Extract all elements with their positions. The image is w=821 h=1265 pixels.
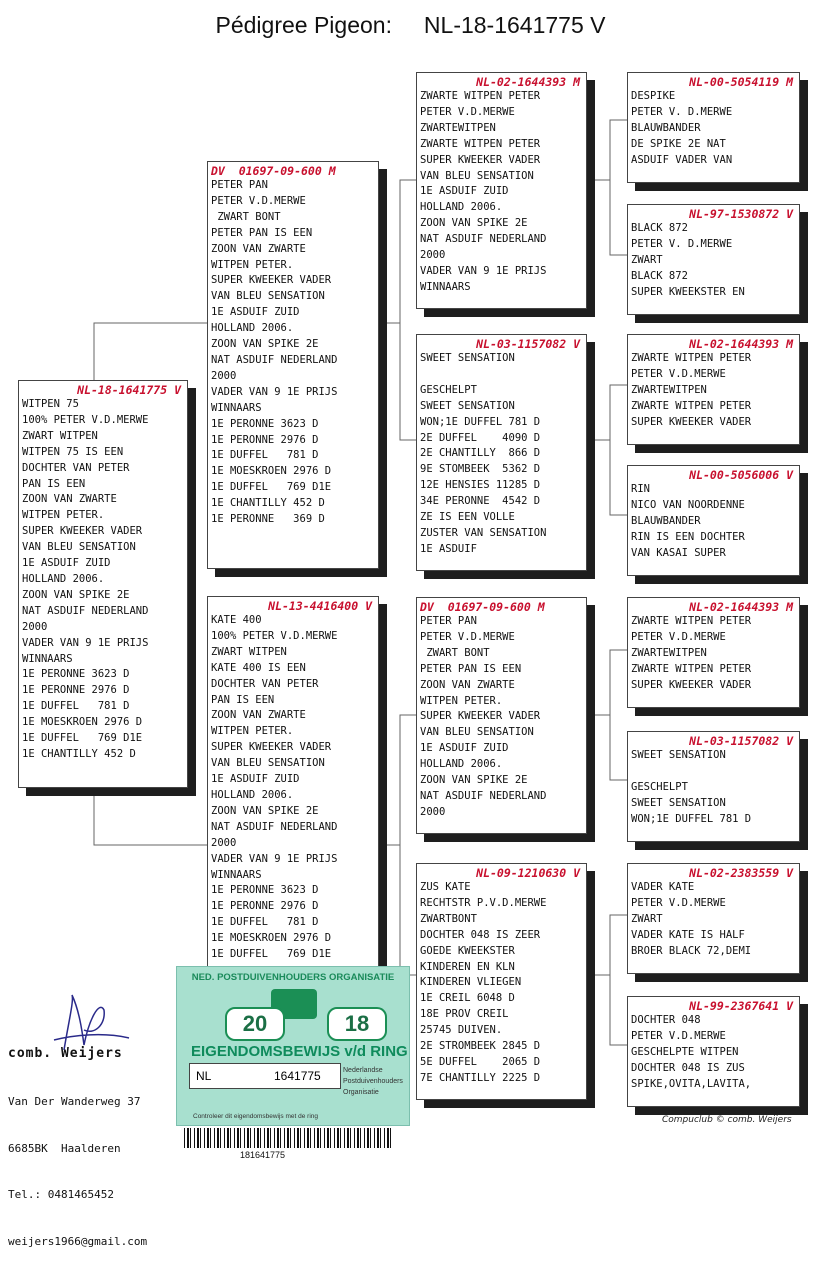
ring-number: DV 01697-09-600 M xyxy=(211,164,336,178)
breeder-phone: Tel.: 0481465452 xyxy=(8,1188,114,1201)
sticker-control-text: Controleer dit eigendomsbewijs met de ring xyxy=(193,1113,319,1120)
pedigree-line: 1E MOESKROEN 2976 D xyxy=(22,716,143,729)
pedigree-line: VADER KATE xyxy=(631,881,695,893)
pedigree-line: KATE 400 xyxy=(211,614,262,626)
pedigree-line: SUPER KWEEKER VADER xyxy=(420,153,541,166)
sticker-ring-number: 1641775 xyxy=(274,1069,321,1083)
npo-line: Organisatie xyxy=(343,1089,379,1096)
pedigree-line: BLAUWBANDER xyxy=(631,514,701,527)
pedigree-card-fff xyxy=(627,72,800,183)
pedigree-line: NAT ASDUIF NEDERLAND xyxy=(211,820,338,833)
pedigree-line: PETER V.D.MERWE xyxy=(211,194,306,207)
pedigree-line: ZWARTE WITPEN PETER xyxy=(631,662,752,675)
pedigree-line: PETER PAN xyxy=(211,179,268,191)
pedigree-line: RIN xyxy=(631,483,650,495)
pedigree-card-ffm xyxy=(627,204,800,315)
sticker-npo-text xyxy=(343,1065,403,1098)
pedigree-line: 1E PERONNE 3623 D xyxy=(211,417,319,430)
pedigree-line: SUPER KWEEKER VADER xyxy=(211,741,332,754)
barcode-number: 181641775 xyxy=(240,1150,286,1160)
pedigree-line: NAT ASDUIF NEDERLAND xyxy=(420,789,547,802)
pedigree-line: BROER BLACK 72,DEMI xyxy=(631,944,752,957)
page-title: Pédigree Pigeon: NL-18-1641775 V xyxy=(215,12,606,38)
pedigree-line: ASDUIF VADER VAN xyxy=(631,153,733,166)
pedigree-line: VADER VAN 9 1E PRIJS xyxy=(22,636,149,649)
pedigree-line: ZUSTER VAN SENSATION xyxy=(420,526,547,539)
pedigree-line: ZWARTE WITPEN PETER xyxy=(420,137,541,150)
pedigree-line: 1E PERONNE 369 D xyxy=(211,513,325,526)
pedigree-card-mother xyxy=(207,596,379,971)
pedigree-line: VAN BLEU SENSATION xyxy=(22,541,136,554)
breeder-street: Van Der Wanderweg 37 xyxy=(8,1095,141,1108)
pedigree-line: WON;1E DUFFEL 781 D xyxy=(631,812,752,825)
pedigree-line: ZUS KATE xyxy=(420,881,471,893)
pedigree-line: NAT ASDUIF NEDERLAND xyxy=(22,604,149,617)
pedigree-line: ZE IS EEN VOLLE xyxy=(420,511,515,524)
pedigree-line: NICO VAN NOORDENNE xyxy=(631,498,745,511)
pedigree-line: SUPER KWEEKER VADER xyxy=(631,415,752,428)
pedigree-line: 1E DUFFEL 769 D1E xyxy=(22,732,143,745)
pedigree-line: 100% PETER V.D.MERWE xyxy=(211,629,338,642)
ring-number: NL-18-1641775 V xyxy=(77,383,181,397)
sticker-country: NL xyxy=(196,1069,212,1083)
barcode xyxy=(184,1128,394,1148)
pedigree-line: ZWART BONT xyxy=(211,210,281,223)
pedigree-line: 1E ASDUIF ZUID xyxy=(22,557,111,570)
pedigree-line: 1E ASDUIF ZUID xyxy=(211,773,300,786)
ring-number: NL-02-1644393 M xyxy=(476,75,580,89)
sticker-ring-box xyxy=(189,1063,341,1089)
pedigree-line: 1E PERONNE 2976 D xyxy=(211,433,319,446)
pedigree-line: WINNAARS xyxy=(420,280,471,293)
pedigree-line: SUPER KWEEKER VADER xyxy=(22,525,143,538)
pedigree-line: DE SPIKE 2E NAT xyxy=(631,137,726,150)
pedigree-line: 1E ASDUIF xyxy=(420,542,477,555)
pedigree-line: PETER PAN IS EEN xyxy=(420,662,522,675)
pedigree-line: ZOON VAN SPIKE 2E xyxy=(211,804,319,817)
pedigree-line: PETER V.D.MERWE xyxy=(631,630,726,643)
pedigree-line: WITPEN PETER. xyxy=(211,258,294,271)
pedigree-line: ZOON VAN SPIKE 2E xyxy=(211,338,319,351)
pedigree-line: WINNAARS xyxy=(211,868,262,881)
breeder-city: 6685BK Haalderen xyxy=(8,1141,121,1155)
pedigree-line: BLACK 872 xyxy=(631,269,688,282)
sticker-title: EIGENDOMSBEWIJS v/d RING xyxy=(191,1043,408,1060)
pedigree-line: DOCHTER 048 IS ZEER xyxy=(420,928,541,941)
pedigree-line: ZWARTE WITPEN PETER xyxy=(631,399,752,412)
pedigree-line: ZWARTE WITPEN PETER xyxy=(631,615,752,627)
pedigree-line: KINDEREN VLIEGEN xyxy=(420,976,522,989)
pedigree-line: HOLLAND 2006. xyxy=(211,322,294,335)
pedigree-line: PETER V.D.MERWE xyxy=(631,896,726,909)
pedigree-line: PETER PAN IS EEN xyxy=(211,226,313,239)
pedigree-line: SWEET SENSATION xyxy=(631,749,726,761)
pedigree-line: PAN IS EEN xyxy=(211,693,275,706)
pedigree-line: SUPER KWEEKSTER EN xyxy=(631,285,745,298)
pedigree-line: 1E ASDUIF ZUID xyxy=(420,742,509,755)
pedigree-line: 1E CHANTILLY 452 D xyxy=(22,747,136,760)
breeder-email: weijers1966@gmail.com xyxy=(8,1234,148,1248)
ring-number: NL-97-1530872 V xyxy=(689,207,793,221)
pedigree-line: 2E DUFFEL 4090 D xyxy=(420,431,541,444)
pedigree-line: ZWARTEWITPEN xyxy=(420,121,496,134)
pedigree-line: 7E CHANTILLY 2225 D xyxy=(420,1071,541,1084)
pedigree-line: 1E PERONNE 3623 D xyxy=(211,884,319,897)
pedigree-line: 1E PERONNE 3623 D xyxy=(22,668,130,681)
pedigree-line: VAN KASAI SUPER xyxy=(631,546,726,559)
ring-number: NL-00-5054119 M xyxy=(689,75,793,89)
pedigree-card-mff xyxy=(627,597,800,708)
pedigree-line: VADER KATE IS HALF xyxy=(631,928,745,941)
pedigree-line: SUPER KWEEKER VADER xyxy=(631,678,752,691)
pedigree-line: SUPER KWEEKER VADER xyxy=(420,710,541,723)
pedigree-line: KATE 400 IS EEN xyxy=(211,661,306,674)
pedigree-line: 2000 xyxy=(211,836,237,849)
sticker-year-right: 18 xyxy=(327,1007,387,1041)
npo-line: Nederlandse xyxy=(343,1067,383,1074)
pedigree-line: 2000 xyxy=(22,620,48,633)
pedigree-line: 1E CHANTILLY 452 D xyxy=(211,497,325,510)
pedigree-line: SWEET SENSATION xyxy=(631,796,726,809)
pedigree-line: HOLLAND 2006. xyxy=(420,758,503,771)
pedigree-line: ZWART xyxy=(631,912,663,925)
pedigree-line: ZWARTE WITPEN PETER xyxy=(631,352,752,364)
pedigree-line: WITPEN PETER. xyxy=(22,509,105,522)
ring-number: NL-02-2383559 V xyxy=(689,866,793,880)
pedigree-line xyxy=(631,764,795,780)
pedigree-line: 18E PROV CREIL xyxy=(420,1008,509,1021)
pedigree-line: 2000 xyxy=(420,249,446,262)
ring-number: NL-13-4416400 V xyxy=(268,599,372,613)
pedigree-line: 1E DUFFEL 769 D1E xyxy=(211,948,332,961)
pedigree-line: HOLLAND 2006. xyxy=(211,788,294,801)
pedigree-card-mmf xyxy=(627,863,800,974)
pedigree-line: 34E PERONNE 4542 D xyxy=(420,495,541,508)
pedigree-line: PETER PAN xyxy=(420,615,477,627)
pedigree-line: WITPEN PETER. xyxy=(420,694,503,707)
pedigree-line: 2E CHANTILLY 866 D xyxy=(420,447,541,460)
pedigree-line: ZWARTBONT xyxy=(420,912,477,925)
pedigree-line: HOLLAND 2006. xyxy=(22,572,105,585)
pedigree-line: PETER V.D.MERWE xyxy=(420,105,515,118)
ring-number: NL-00-5056006 V xyxy=(689,468,793,482)
pedigree-line: 1E DUFFEL 781 D xyxy=(211,916,319,929)
pedigree-line: ZOON VAN ZWARTE xyxy=(211,242,306,255)
pedigree-card-father xyxy=(207,161,379,569)
pedigree-line: RECHTSTR P.V.D.MERWE xyxy=(420,896,547,909)
breeder-address xyxy=(8,1014,147,1265)
pedigree-line: PETER V.D.MERWE xyxy=(420,630,515,643)
pedigree-line: GESCHELPT xyxy=(631,780,688,793)
pedigree-line: WON;1E DUFFEL 781 D xyxy=(420,415,541,428)
pedigree-line: WITPEN PETER. xyxy=(211,725,294,738)
pedigree-line: 1E MOESKROEN 2976 D xyxy=(211,932,332,945)
pedigree-line: DOCHTER VAN PETER xyxy=(22,461,130,474)
pedigree-line: ZWART BONT xyxy=(420,646,490,659)
pedigree-line: 9E STOMBEEK 5362 D xyxy=(420,463,541,476)
pedigree-line: 1E DUFFEL 781 D xyxy=(22,700,130,713)
pedigree-line: WITPEN 75 IS EEN xyxy=(22,445,124,458)
pedigree-line: ZOON VAN SPIKE 2E xyxy=(22,588,130,601)
pedigree-line: 1E DUFFEL 781 D xyxy=(211,449,319,462)
pedigree-line: 100% PETER V.D.MERWE xyxy=(22,413,149,426)
pedigree-line: HOLLAND 2006. xyxy=(420,201,503,214)
pedigree-line: 1E DUFFEL 769 D1E xyxy=(211,481,332,494)
sticker-year-left: 20 xyxy=(225,1007,285,1041)
pedigree-line: SWEET SENSATION xyxy=(420,399,515,412)
npo-line: Postduivenhouders xyxy=(343,1078,403,1085)
pedigree-line: ZWART WITPEN xyxy=(211,645,287,658)
pedigree-line: 12E HENSIES 11285 D xyxy=(420,479,541,492)
pedigree-line: 2E STROMBEEK 2845 D xyxy=(420,1040,541,1053)
pedigree-line: VAN BLEU SENSATION xyxy=(420,726,534,739)
pedigree-card-mfm xyxy=(627,731,800,842)
ring-number: NL-03-1157082 V xyxy=(689,734,793,748)
pedigree-line: KINDEREN EN KLN xyxy=(420,960,515,973)
breeder-name: comb. Weijers xyxy=(8,1046,123,1061)
pedigree-line: ZWART WITPEN xyxy=(22,429,98,442)
pedigree-line: SWEET SENSATION xyxy=(420,352,515,364)
pedigree-line: 2000 xyxy=(420,805,446,818)
ring-number: NL-99-2367641 V xyxy=(689,999,793,1013)
pedigree-line: ZWARTEWITPEN xyxy=(631,383,707,396)
pedigree-line: PAN IS EEN xyxy=(22,477,86,490)
pedigree-line: GESCHELPT xyxy=(420,383,477,396)
pedigree-line: 1E PERONNE 2976 D xyxy=(211,900,319,913)
pedigree-line: ZOON VAN SPIKE 2E xyxy=(420,774,528,787)
pedigree-line: GESCHELPTE WITPEN xyxy=(631,1045,739,1058)
pedigree-line: 1E PERONNE 2976 D xyxy=(22,684,130,697)
pedigree-line: RIN IS EEN DOCHTER xyxy=(631,530,745,543)
ring-number: NL-09-1210630 V xyxy=(476,866,580,880)
pedigree-line xyxy=(420,367,582,383)
pedigree-line: PETER V.D.MERWE xyxy=(631,367,726,380)
pedigree-line: 1E CREIL 6048 D xyxy=(420,992,515,1005)
pedigree-card-subject xyxy=(18,380,188,788)
pedigree-card-fmm xyxy=(627,465,800,576)
pedigree-line: DOCHTER VAN PETER xyxy=(211,677,319,690)
pedigree-card-mmm xyxy=(627,996,800,1107)
pedigree-line: BLACK 872 xyxy=(631,222,688,234)
pedigree-line: GOEDE KWEEKSTER xyxy=(420,944,515,957)
pedigree-line: VADER VAN 9 1E PRIJS xyxy=(211,852,338,865)
ring-number: NL-02-1644393 M xyxy=(689,600,793,614)
sticker-org: NED. POSTDUIVENHOUDERS ORGANISATIE xyxy=(191,972,395,983)
ring-number: NL-02-1644393 M xyxy=(689,337,793,351)
pedigree-line: SPIKE,OVITA,LAVITA, xyxy=(631,1077,752,1090)
pedigree-line: 1E ASDUIF ZUID xyxy=(211,306,300,319)
pedigree-card-father-father xyxy=(416,72,587,309)
pedigree-line: VAN BLEU SENSATION xyxy=(420,169,534,182)
pedigree-line: DESPIKE xyxy=(631,90,676,102)
pedigree-line: VADER VAN 9 1E PRIJS xyxy=(211,385,338,398)
pedigree-line: VADER VAN 9 1E PRIJS xyxy=(420,264,547,277)
pedigree-line: NAT ASDUIF NEDERLAND xyxy=(211,353,338,366)
pedigree-card-mother-father xyxy=(416,597,587,834)
pedigree-line: PETER V. D.MERWE xyxy=(631,105,733,118)
pedigree-line: PETER V.D.MERWE xyxy=(631,1029,726,1042)
pedigree-line: PETER V. D.MERWE xyxy=(631,237,733,250)
pedigree-line: 1E ASDUIF ZUID xyxy=(420,185,509,198)
pedigree-line: SUPER KWEEKER VADER xyxy=(211,274,332,287)
pedigree-card-father-mother xyxy=(416,334,587,571)
pedigree-line: DOCHTER 048 IS ZUS xyxy=(631,1061,745,1074)
ring-number: DV 01697-09-600 M xyxy=(420,600,545,614)
pedigree-line: WINNAARS xyxy=(211,401,262,414)
pedigree-line: ZOON VAN ZWARTE xyxy=(420,678,515,691)
pedigree-line: WINNAARS xyxy=(22,652,73,665)
pedigree-card-fmf xyxy=(627,334,800,445)
pedigree-line: DOCHTER 048 xyxy=(631,1014,701,1026)
pedigree-line: ZOON VAN ZWARTE xyxy=(22,493,117,506)
pedigree-line: ZWARTEWITPEN xyxy=(631,646,707,659)
pedigree-line: ZOON VAN ZWARTE xyxy=(211,709,306,722)
pedigree-line: NAT ASDUIF NEDERLAND xyxy=(420,233,547,246)
pedigree-line: WITPEN 75 xyxy=(22,398,79,410)
pedigree-line: VAN BLEU SENSATION xyxy=(211,757,325,770)
pedigree-line: ZWARTE WITPEN PETER xyxy=(420,90,541,102)
pedigree-line: 2000 xyxy=(211,369,237,382)
pedigree-card-mother-mother xyxy=(416,863,587,1100)
software-credit: Compuclub © comb. Weijers xyxy=(662,1115,792,1125)
pedigree-line: ZWART xyxy=(631,253,663,266)
pedigree-line: 5E DUFFEL 2065 D xyxy=(420,1055,541,1068)
ring-ownership-sticker xyxy=(176,966,410,1126)
pedigree-line: 25745 DUIVEN. xyxy=(420,1024,503,1037)
pedigree-line: VAN BLEU SENSATION xyxy=(211,290,325,303)
ring-number: NL-03-1157082 V xyxy=(476,337,580,351)
pedigree-line: BLAUWBANDER xyxy=(631,121,701,134)
pedigree-line: 1E MOESKROEN 2976 D xyxy=(211,465,332,478)
pedigree-line: ZOON VAN SPIKE 2E xyxy=(420,217,528,230)
